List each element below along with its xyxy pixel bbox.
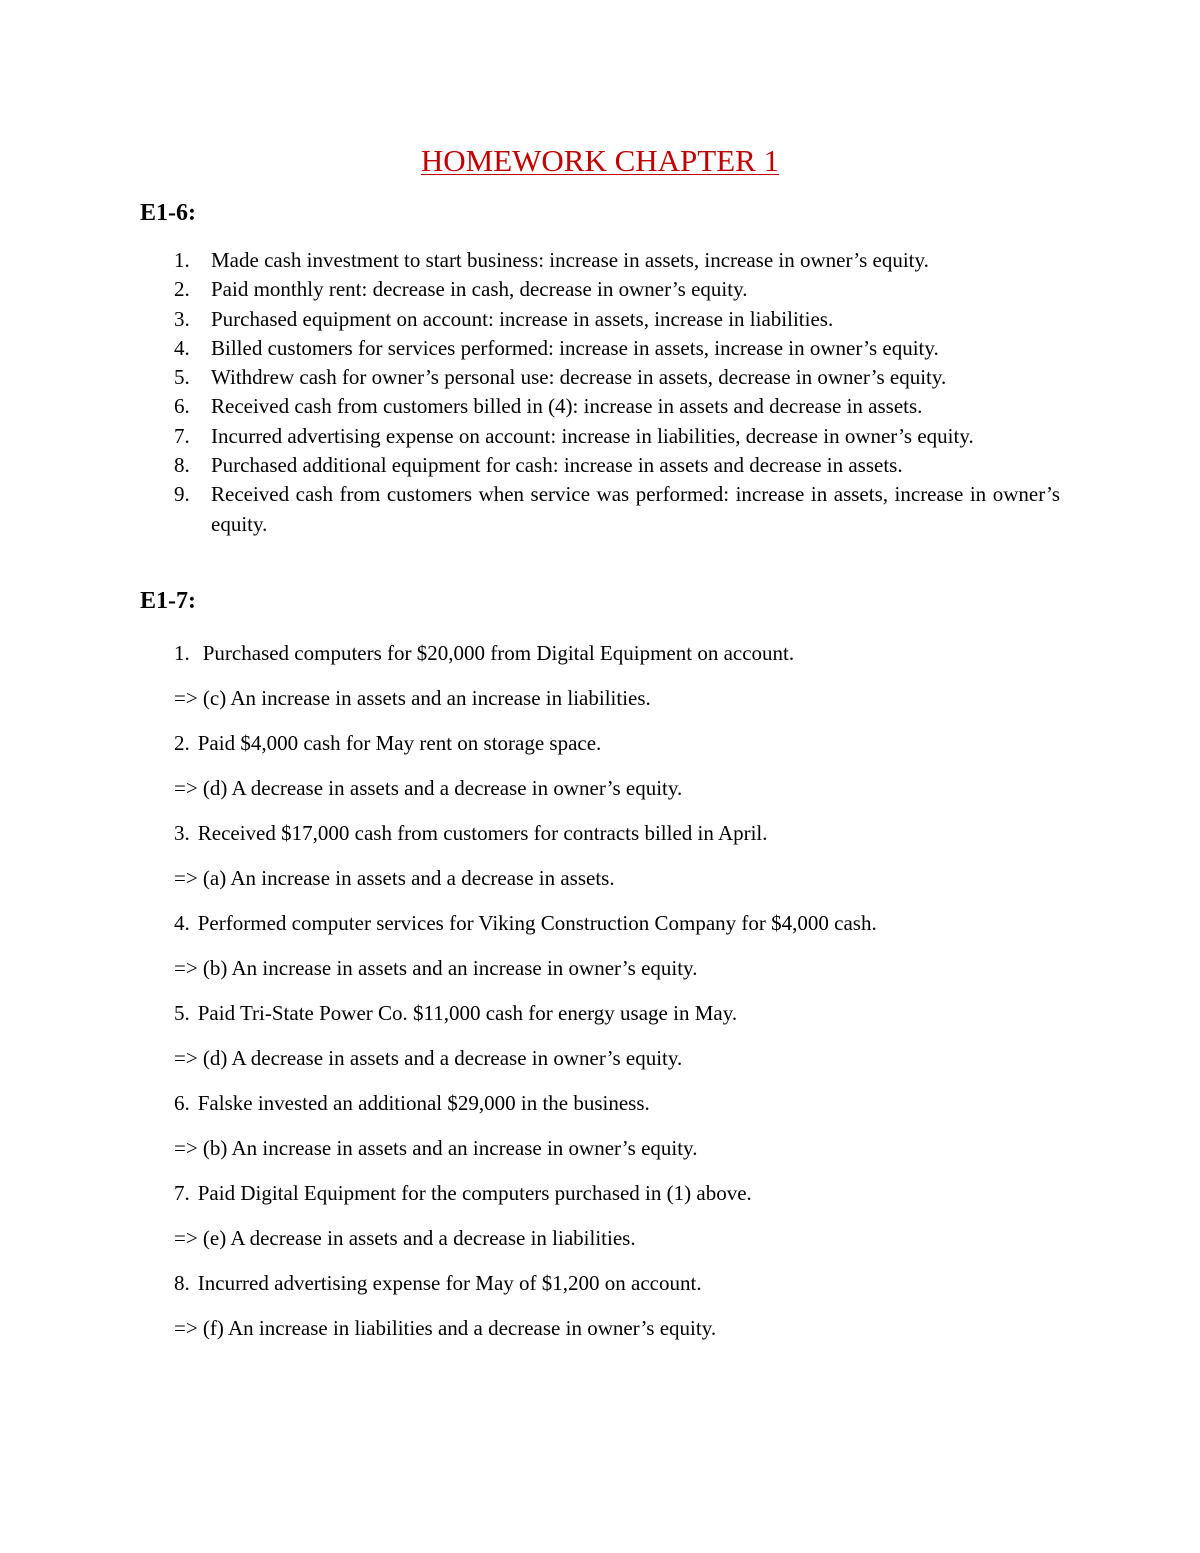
item-number: 5. xyxy=(174,365,190,390)
question-line xyxy=(174,901,1074,946)
item-number: 3. xyxy=(174,306,190,331)
page-title: HOMEWORK CHAPTER 1 xyxy=(420,143,780,178)
question-line xyxy=(174,811,1074,856)
question-line xyxy=(174,1261,1074,1306)
item-number: 6. xyxy=(174,1091,190,1115)
list-item xyxy=(140,451,1060,480)
item-number: 4. xyxy=(174,911,190,935)
item-number: 9. xyxy=(174,482,190,507)
item-text: Made cash investment to start business: increase in assets, increase in owner’s equity. xyxy=(211,248,929,272)
answer-line: => (b) An increase in assets and an increase in owner’s equity. xyxy=(174,1136,698,1160)
question-text: Paid $4,000 cash for May rent on storage space. xyxy=(197,731,602,755)
question-text: Paid Digital Equipment for the computers purchased in (1) above. xyxy=(197,1181,752,1205)
section-heading-e1-7: E1-7: xyxy=(140,588,196,614)
section-heading-e1-6: E1-6: xyxy=(140,200,196,226)
list-item xyxy=(140,422,1060,451)
list-item xyxy=(140,334,1060,363)
item-number: 2. xyxy=(174,731,190,755)
answer-line: => (f) An increase in liabilities and a decrease in owner’s equity. xyxy=(174,1316,717,1340)
question-text: Purchased computers for $20,000 from Digital Equipment on account. xyxy=(202,641,795,665)
item-number: 4. xyxy=(174,335,190,360)
answer-line: => (e) A decrease in assets and a decrease in liabilities. xyxy=(174,1226,636,1250)
item-number: 8. xyxy=(174,1271,190,1295)
item-text: Paid monthly rent: decrease in cash, decrease in owner’s equity. xyxy=(211,277,748,302)
question-text: Received $17,000 cash from customers for contracts billed in April. xyxy=(197,821,768,845)
item-text: Purchased equipment on account: increase in assets, increase in liabilities. xyxy=(211,306,834,331)
answer-line: => (b) An increase in assets and an increase in owner’s equity. xyxy=(174,956,698,980)
item-number: 2. xyxy=(174,277,190,302)
question-text: Paid Tri-State Power Co. $11,000 cash for energy usage in May. xyxy=(197,1001,738,1025)
question-line xyxy=(174,991,1074,1036)
list-item xyxy=(140,480,1060,539)
question-line xyxy=(174,1081,1074,1126)
answer-line: => (a) An increase in assets and a decrease in assets. xyxy=(174,866,615,890)
list-item xyxy=(140,392,1060,421)
item-text: Received cash from customers when service was performed: increase in assets, increase in owner’s equity. xyxy=(211,482,1060,536)
item-text: Purchased additional equipment for cash: increase in assets and decrease in assets. xyxy=(211,453,903,478)
item-number: 7. xyxy=(174,423,190,448)
e1-6-list xyxy=(140,246,1060,539)
question-line xyxy=(174,721,1074,766)
list-item xyxy=(140,305,1060,334)
answer-line: => (d) A decrease in assets and a decrease in owner’s equity. xyxy=(174,1046,683,1070)
item-number: 3. xyxy=(174,821,190,845)
list-item xyxy=(140,246,1060,275)
item-number: 8. xyxy=(174,453,190,478)
item-text: Billed customers for services performed: increase in assets, increase in owner’s equity. xyxy=(211,335,939,360)
question-line xyxy=(174,1171,1074,1216)
question-text: Falske invested an additional $29,000 in the business. xyxy=(197,1091,650,1115)
question-line xyxy=(174,631,1074,676)
item-number: 6. xyxy=(174,394,190,419)
item-text: Received cash from customers billed in (4): increase in assets and decrease in assets. xyxy=(211,394,923,419)
answer-line: => (d) A decrease in assets and a decrease in owner’s equity. xyxy=(174,776,683,800)
answer-line: => (c) An increase in assets and an increase in liabilities. xyxy=(174,686,651,710)
list-item xyxy=(140,275,1060,304)
item-number: 7. xyxy=(174,1181,190,1205)
item-text: Withdrew cash for owner’s personal use: decrease in assets, decrease in owner’s equity. xyxy=(211,365,947,390)
question-text: Incurred advertising expense for May of $1,200 on account. xyxy=(197,1271,702,1295)
item-number: 1. xyxy=(174,641,190,665)
item-number: 5. xyxy=(174,1001,190,1025)
item-text: Incurred advertising expense on account: increase in liabilities, decrease in owner’s equity. xyxy=(211,423,974,448)
item-number: 1. xyxy=(174,248,190,272)
e1-7-list xyxy=(174,631,1074,1351)
list-item xyxy=(140,363,1060,392)
question-text: Performed computer services for Viking Construction Company for $4,000 cash. xyxy=(197,911,877,935)
